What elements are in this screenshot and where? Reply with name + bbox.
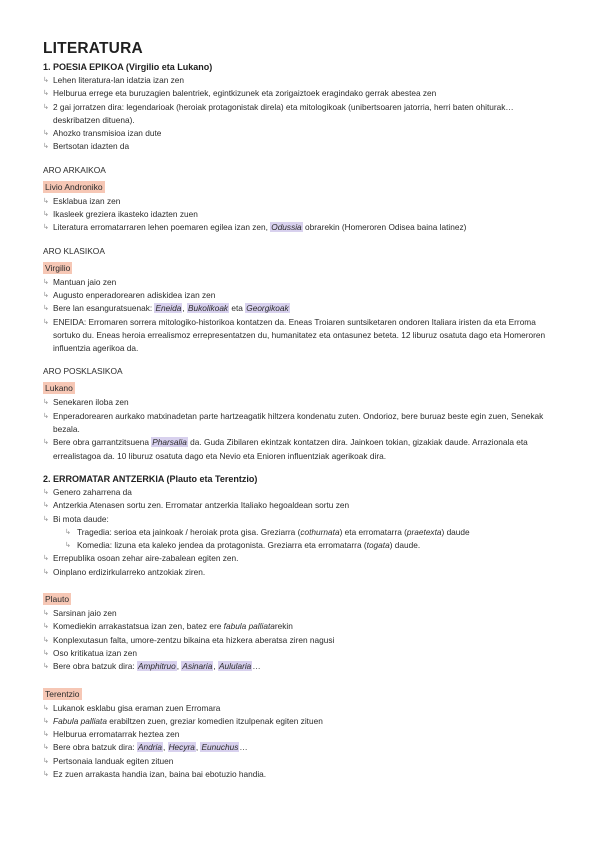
author-label-virgilio: Virgilio bbox=[45, 262, 71, 273]
era-heading-klasikoa: ARO KLASIKOA bbox=[43, 245, 105, 256]
list-item: ↳ ENEIDA: Erromaren sorrera mitologiko-historikoa kontatzen da. Eneas Troiaren suntsiketaren ondoren Italiara iristen da eta Erroma sortuko du. Eneas heroia errealismoz errepresentatzen du, humanitatez eta ontasunez beteta. 12 liburuz osatuta dago eta Homeroren influentzia agerikoa da. bbox=[43, 316, 563, 356]
arrow-icon: ↳ bbox=[43, 704, 49, 712]
arrow-icon: ↳ bbox=[43, 623, 49, 631]
work-highlight: Eneida bbox=[155, 303, 182, 314]
arrow-icon: ↳ bbox=[43, 568, 49, 576]
work-highlight: Andria bbox=[137, 742, 162, 753]
arrow-icon: ↳ bbox=[43, 731, 49, 739]
list-item: ↳ Helburua errege eta buruzagien balentriek, egintkizunek eta zorigaiztoek eragindako gerrak abestea zen bbox=[43, 87, 563, 100]
arrow-icon: ↳ bbox=[43, 717, 49, 725]
list-item: ↳ Sarsinan jaio zen bbox=[43, 607, 563, 620]
arrow-icon: ↳ bbox=[43, 649, 49, 657]
arrow-icon: ↳ bbox=[43, 143, 49, 151]
work-highlight: Amphitruo bbox=[137, 661, 176, 672]
arrow-icon: ↳ bbox=[65, 542, 71, 550]
list-item: ↳ Helburua erromatarrak heztea zen bbox=[43, 728, 563, 741]
arrow-icon: ↳ bbox=[43, 610, 49, 618]
arrow-icon: ↳ bbox=[43, 412, 49, 420]
author-label-plauto: Plauto bbox=[45, 594, 70, 605]
work-highlight: Hecyra bbox=[168, 742, 195, 753]
list-item: ↳ Bere lan esanguratsuenak: Eneida, Bukolikoak eta Georgikoak bbox=[43, 302, 563, 315]
arrow-icon: ↳ bbox=[43, 757, 49, 765]
arrow-icon: ↳ bbox=[43, 77, 49, 84]
arrow-icon: ↳ bbox=[43, 488, 49, 496]
list-item: ↳ Ikasleek greziera ikasteko idazten zuen bbox=[43, 208, 563, 221]
arrow-icon: ↳ bbox=[65, 528, 71, 536]
list-item: ↳ Literatura erromatarraren lehen poemaren egilea izan zen, Odussia obrarekin (Homeroren Odisea baina latinez) bbox=[43, 221, 563, 234]
era-heading-posklasikoa: ARO POSKLASIKOA bbox=[43, 366, 123, 377]
list-item: ↳ Konplexutasun falta, umore-zentzu bikaina eta hizkera aberatsa ziren nagusi bbox=[43, 634, 563, 647]
arrow-icon: ↳ bbox=[43, 439, 49, 447]
work-highlight: Aulularia bbox=[219, 661, 252, 672]
arrow-icon: ↳ bbox=[43, 224, 49, 232]
list-item: ↳ Ez zuen arrakasta handia izan, baina bai ebotuzio handia. bbox=[43, 768, 563, 781]
work-highlight: Pharsalia bbox=[152, 437, 187, 448]
list-item: ↳ Pertsonaia landuak egiten zituen bbox=[43, 755, 563, 768]
list-item: ↳ Oso kritikatua izan zen bbox=[43, 647, 563, 660]
section-title-poesia-epikoa: 1. POESIA EPIKOA (Virgilio eta Lukano) bbox=[43, 62, 213, 72]
arrow-icon: ↳ bbox=[43, 502, 49, 510]
list-item: ↳ Bere obra garrantzitsuena Pharsalia da. Guda Zibilaren ekintzak kontatzen dira. Jainkoen tokian, gizakiak daude. Arrazionala eta errealistagoa da. 10 liburuz osatuta dago eta Nevio eta Enioren influentziak agerikoak dira. bbox=[43, 436, 563, 463]
list-item: ↳ Augusto enperadorearen adiskidea izan zen bbox=[43, 289, 563, 302]
list-item: ↳ Ahozko transmisioa izan dute bbox=[43, 127, 563, 140]
page-title: LITERATURA bbox=[43, 40, 143, 57]
arrow-icon: ↳ bbox=[43, 770, 49, 778]
list-item: ↳ Esklabua izan zen bbox=[43, 195, 563, 208]
list-item: ↳ Enperadorearen aurkako matxinadetan parte hartzeagatik hiltzera kondenatu zuten. Ondorioz, bere buruaz beste egin zuen, Senekak bezala. bbox=[43, 410, 563, 437]
era-heading-arkaikoa: ARO ARKAIKOA bbox=[43, 164, 106, 175]
author-label-livio: Livio Androniko bbox=[45, 181, 103, 192]
list-item: ↳ Genero zaharrena da bbox=[43, 486, 563, 499]
arrow-icon: ↳ bbox=[43, 291, 49, 299]
work-highlight: Georgikoak bbox=[246, 303, 289, 314]
author-label-lukano: Lukano bbox=[45, 383, 73, 394]
author-label-terentzio: Terentzio bbox=[45, 688, 80, 699]
arrow-icon: ↳ bbox=[43, 663, 49, 671]
list-item: ↳ Mantuan jaio zen bbox=[43, 276, 563, 289]
work-highlight: Bukolikoak bbox=[187, 303, 229, 314]
list-item: ↳ Lehen literatura-lan idatzia izan zen bbox=[43, 74, 563, 87]
list-item: ↳ Bertsotan idazten da bbox=[43, 140, 563, 153]
work-highlight: Odussia bbox=[271, 222, 302, 233]
list-item: ↳ Errepublika osoan zehar aire-zabalean egiten zen. bbox=[43, 552, 563, 565]
list-item: ↳ Antzerkia Atenasen sortu zen. Erromatar antzerkia Italiako hegoaldean sortu zen bbox=[43, 499, 563, 512]
list-item: ↳ Bi mota daude: bbox=[43, 513, 563, 526]
document-page bbox=[43, 40, 563, 781]
list-item: ↳ Oinplano erdizirkularreko antzokiak ziren. bbox=[43, 566, 563, 579]
arrow-icon: ↳ bbox=[43, 399, 49, 407]
arrow-icon: ↳ bbox=[43, 103, 49, 111]
arrow-icon: ↳ bbox=[43, 515, 49, 523]
list-item: ↳ Senekaren iloba zen bbox=[43, 396, 563, 409]
arrow-icon: ↳ bbox=[43, 197, 49, 205]
list-subitem: ↳ Tragedia: serioa eta jainkoak / heroiak prota gisa. Greziarra (cothurnata) eta erromatarra (praetexta) daude bbox=[43, 526, 563, 539]
arrow-icon: ↳ bbox=[43, 744, 49, 752]
list-item: ↳ Komediekin arrakastatsua izan zen, batez ere fabula palliatarekin bbox=[43, 620, 563, 633]
work-highlight: Eunuchus bbox=[201, 742, 239, 753]
arrow-icon: ↳ bbox=[43, 555, 49, 563]
list-item: ↳ Lukanok esklabu gisa eraman zuen Erromara bbox=[43, 702, 563, 715]
arrow-icon: ↳ bbox=[43, 130, 49, 138]
list-item: ↳ 2 gai jorratzen dira: legendarioak (heroiak protagonistak direla) eta mitologikoak (unibertsoaren jatorria, herri baten ohiturak… deskribatzen dituena). bbox=[43, 101, 563, 128]
arrow-icon: ↳ bbox=[43, 90, 49, 98]
list-subitem: ↳ Komedia: lizuna eta kaleko jendea da protagonista. Greziarra eta erromatarra (togata) daude. bbox=[43, 539, 563, 552]
list-item: ↳ Fabula palliata erabiltzen zuen, greziar komedien itzulpenak egiten zituen bbox=[43, 715, 563, 728]
arrow-icon: ↳ bbox=[43, 305, 49, 313]
section-title-erromatar-antzerkia: 2. ERROMATAR ANTZERKIA (Plauto eta Terentzio) bbox=[43, 473, 258, 484]
list-item: ↳ Bere obra batzuk dira: Andria, Hecyra, Eunuchus… bbox=[43, 741, 563, 754]
work-highlight: Asinaria bbox=[182, 661, 213, 672]
arrow-icon: ↳ bbox=[43, 636, 49, 644]
arrow-icon: ↳ bbox=[43, 278, 49, 286]
arrow-icon: ↳ bbox=[43, 318, 49, 326]
list-item: ↳ Bere obra batzuk dira: Amphitruo, Asinaria, Aulularia… bbox=[43, 660, 563, 673]
arrow-icon: ↳ bbox=[43, 211, 49, 219]
